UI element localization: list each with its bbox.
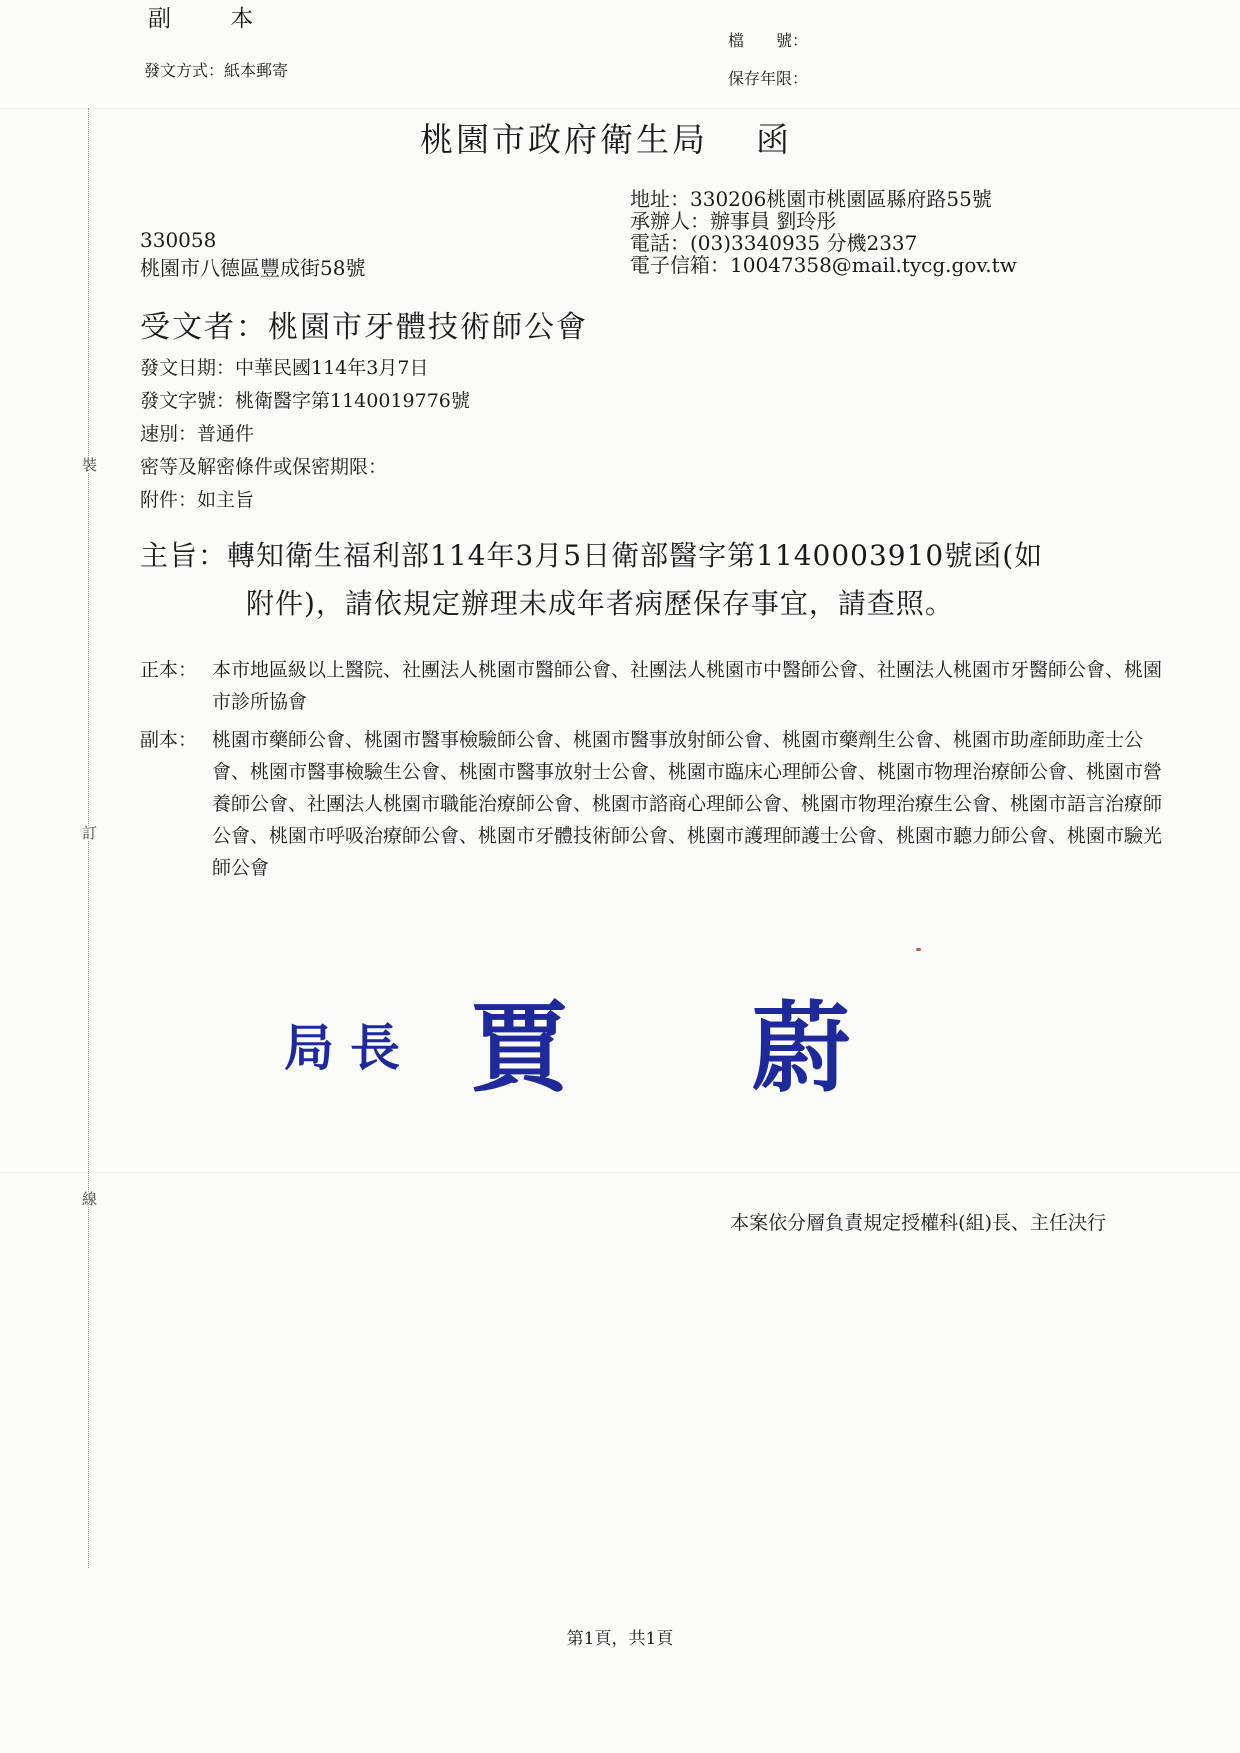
handler: 承辦人：辦事員 劉玲彤 xyxy=(630,209,837,233)
copy-mark: 副 本 xyxy=(148,6,280,32)
contact-block xyxy=(630,188,1017,276)
binding-mark-xian: 線 xyxy=(82,1190,98,1208)
fold-line xyxy=(0,108,1240,109)
copy-list: 桃園市藥師公會、桃園市醫事檢驗師公會、桃園市醫事放射師公會、桃園市藥劑生公會、桃園市助產師助產士公會、桃園市醫事檢驗生公會、桃園市醫事放射士公會、桃園市臨床心理師公會、桃園市物理治療師公會、桃園市營養師公會、社團法人桃園市職能治療師公會、桃園市諮商心理師公會、桃園市物理治療生公會、桃園市語言治療師公會、桃園市呼吸治療師公會、桃園市牙體技術師公會、桃園市護理師護士公會、桃園市聽力師公會、桃園市驗光師公會 xyxy=(212,729,1163,879)
page-number: 第1頁，共1頁 xyxy=(566,1629,674,1649)
subject-line-2: 附件)，請依規定辦理未成年者病歷保存事宜，請查照。 xyxy=(246,587,954,620)
director-title: 局長 xyxy=(284,1018,416,1077)
retention-label: 保存年限： xyxy=(728,69,809,88)
street-address: 桃園市八德區豐成街58號 xyxy=(140,256,366,280)
phone: 電話：(03)3340935 分機2337 xyxy=(630,231,918,255)
agency-name: 桃園市政府衛生局 xyxy=(420,120,708,159)
send-method: 發文方式：紙本郵寄 xyxy=(144,61,289,80)
issue-date: 發文日期：中華民國114年3月7日 xyxy=(140,357,429,379)
original-list: 本市地區級以上醫院、社團法人桃園市醫師公會、社團法人桃園市中醫師公會、社團法人桃園市牙醫師公會、桃園市診所協會 xyxy=(212,659,1163,713)
email: 電子信箱：10047358@mail.tycg.gov.tw xyxy=(630,253,1017,277)
document-type: 函 xyxy=(756,120,792,159)
recipient-address xyxy=(140,226,365,282)
speed: 速別：普通件 xyxy=(140,423,255,445)
scan-speck xyxy=(916,948,921,951)
document-meta xyxy=(140,352,470,517)
binding-mark-zhuang: 裝 xyxy=(82,456,98,474)
fold-line xyxy=(0,1172,1240,1173)
document-title xyxy=(420,114,792,161)
binding-mark-ding: 訂 xyxy=(82,824,98,842)
subject-line-1: 主旨：轉知衛生福利部114年3月5日衛部醫字第1140003910號函(如 xyxy=(140,539,1044,572)
copy-recipients xyxy=(140,724,1175,884)
director-given-name: 蔚 xyxy=(752,991,851,1106)
copy-label: 副本： xyxy=(140,729,198,751)
subject xyxy=(140,532,1043,628)
sender-address: 地址：330206桃園市桃園區縣府路55號 xyxy=(630,187,992,211)
file-number-label: 檔 號： xyxy=(728,31,809,50)
attachment: 附件：如主旨 xyxy=(140,489,255,511)
original-label: 正本： xyxy=(140,659,198,681)
recipient: 受文者：桃園市牙體技術師公會 xyxy=(140,310,588,345)
secrecy: 密等及解密條件或保密期限： xyxy=(140,456,388,478)
postcode: 330058 xyxy=(140,228,217,252)
original-recipients xyxy=(140,654,1175,718)
distribution xyxy=(140,654,1175,884)
director-surname: 賈 xyxy=(470,991,569,1106)
delegation-note: 本案依分層負責規定授權科(組)長、主任決行 xyxy=(730,1212,1106,1234)
document-number: 發文字號：桃衛醫字第1140019776號 xyxy=(140,390,470,412)
